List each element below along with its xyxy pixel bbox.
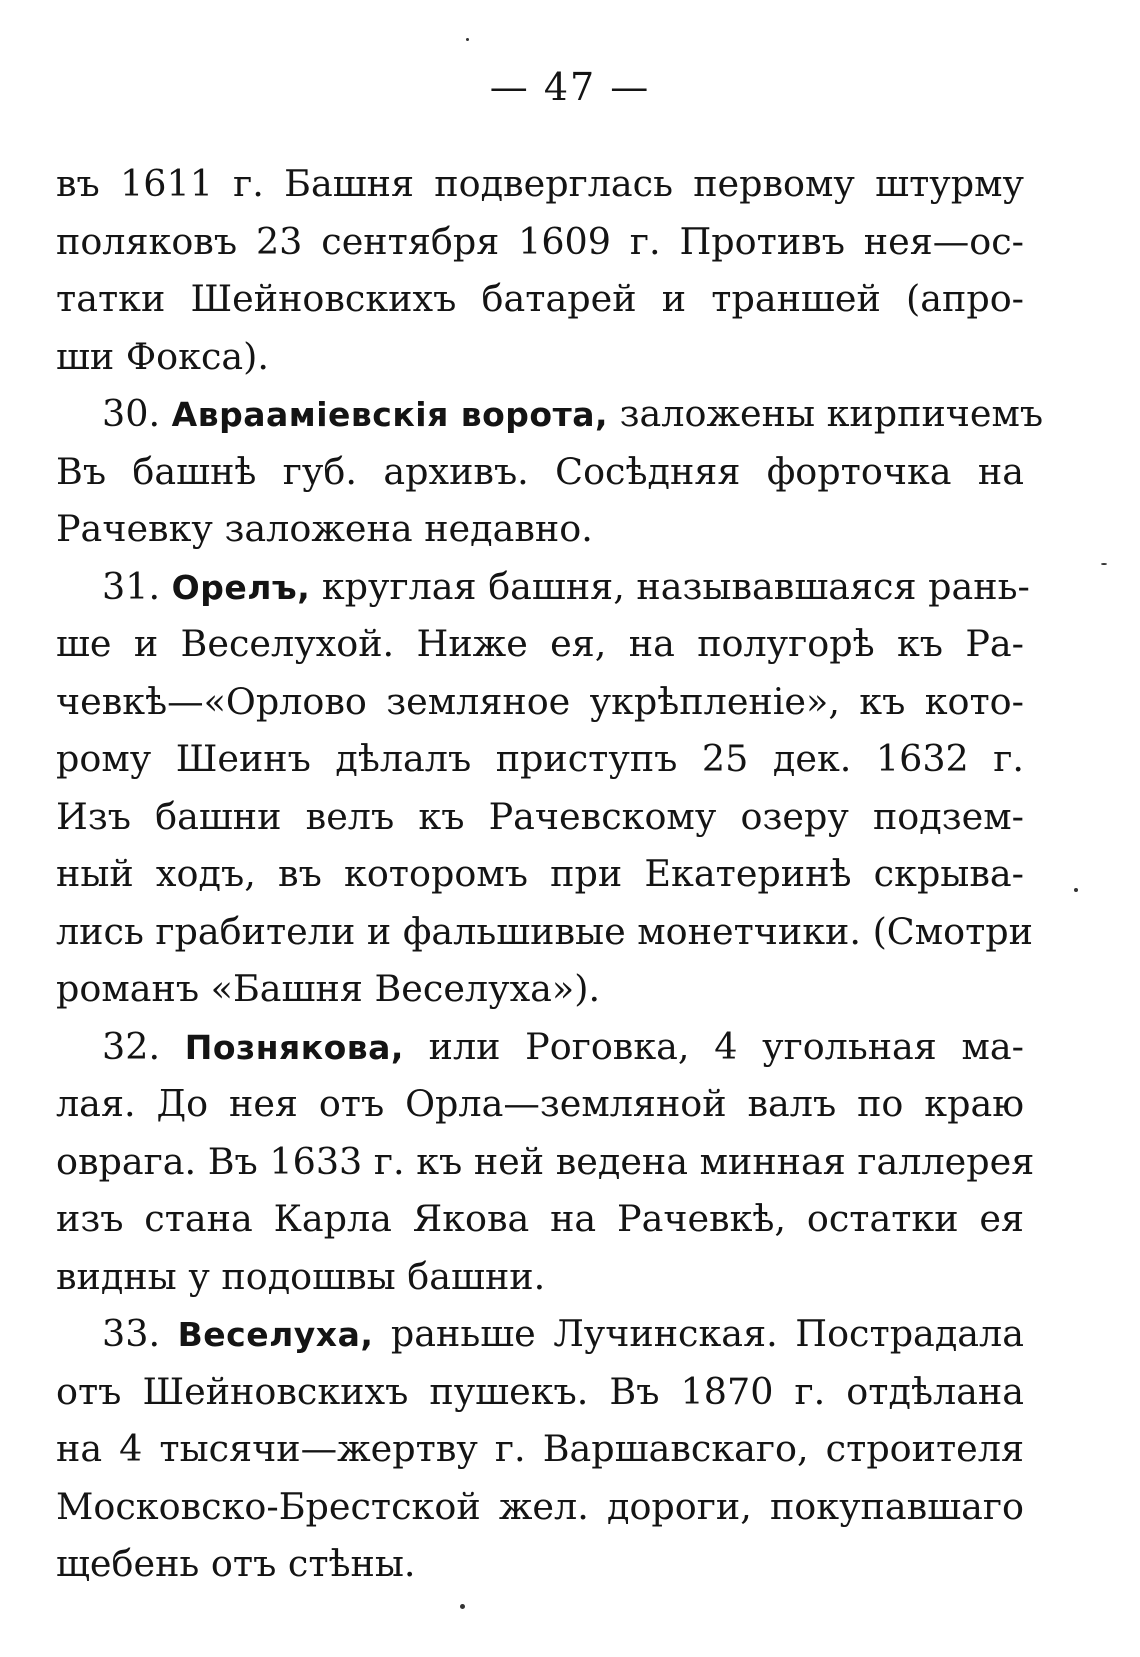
text-line: щебень отъ стѣны. bbox=[56, 1542, 416, 1585]
entry-first-line-text: или Роговка, 4 угольная ма- bbox=[403, 1024, 1024, 1068]
entry-31 bbox=[56, 558, 1033, 1018]
scan-speck bbox=[466, 38, 469, 41]
entry-number: 31. bbox=[102, 564, 161, 608]
text-line: татки Шейновскихъ батарей и траншей (апро- bbox=[56, 277, 1024, 320]
scan-speck bbox=[460, 1604, 465, 1609]
entry-number: 30. bbox=[102, 392, 161, 435]
page-text bbox=[56, 155, 1044, 1593]
entry-first-line-text: раньше Лучинская. Пострадала bbox=[373, 1312, 1025, 1355]
text-line: Рачевку заложена недавно. bbox=[56, 507, 593, 550]
entry-heading: Орелъ, bbox=[171, 567, 311, 607]
entry-heading: Познякова, bbox=[184, 1027, 404, 1067]
entry-first-line bbox=[56, 558, 1030, 616]
text-line: ше и Веселухой. Ниже ея, на полугорѣ къ Ра- bbox=[56, 622, 1024, 665]
text-line: поляковъ 23 сентября 1609 г. Противъ нея—ос- bbox=[56, 219, 1024, 263]
entry-first-line bbox=[56, 385, 1044, 443]
paragraph-continuation bbox=[56, 155, 1024, 385]
text-line: Московско-Брестской жел. дороги, покупавшаго bbox=[56, 1484, 1024, 1528]
entry-number: 32. bbox=[102, 1024, 161, 1068]
text-line: оврага. Въ 1633 г. къ ней ведена минная галлерея bbox=[56, 1139, 1035, 1183]
entry-30 bbox=[56, 385, 1044, 558]
text-line: рому Шеинъ дѣлалъ приступъ 25 дек. 1632 г. bbox=[56, 737, 1024, 780]
entry-first-line bbox=[56, 1018, 1024, 1076]
text-line: лись грабители и фальшивые монетчики. (Смотри bbox=[56, 909, 1033, 953]
entry-first-line-text: круглая башня, называвшаяся рань- bbox=[310, 564, 1030, 608]
page-number: — 47 — bbox=[489, 65, 651, 109]
text-line: ный ходъ, въ которомъ при Екатеринѣ скрыва- bbox=[56, 852, 1024, 895]
scan-speck bbox=[1101, 563, 1107, 565]
text-line: изъ стана Карла Якова на Рачевкѣ, остатки ея bbox=[56, 1197, 1024, 1240]
text-line: чевкѣ—«Орлово земляное укрѣпленiе», къ кото- bbox=[56, 679, 1024, 723]
text-line: въ 1611 г. Башня подверглась первому штурму bbox=[56, 162, 1024, 205]
text-line: ши Фокса). bbox=[56, 334, 269, 378]
entry-33 bbox=[56, 1305, 1024, 1593]
entry-first-line-text: заложены кирпичемъ bbox=[608, 392, 1044, 435]
text-line: лая. До нея отъ Орла—земляной валъ по краю bbox=[56, 1082, 1024, 1125]
entry-heading: Авраамiевскiя ворота, bbox=[171, 395, 609, 434]
scan-speck bbox=[1074, 888, 1078, 892]
text-line: видны у подошвы башни. bbox=[56, 1254, 546, 1298]
text-line: романъ «Башня Веселуха»). bbox=[56, 967, 601, 1010]
entry-heading: Веселуха, bbox=[177, 1315, 374, 1354]
text-line: отъ Шейновскихъ пушекъ. Въ 1870 г. отдѣлана bbox=[56, 1369, 1024, 1413]
text-line: Въ башнѣ губ. архивъ. Сосѣдняя форточка на bbox=[56, 449, 1024, 493]
entry-32 bbox=[56, 1018, 1035, 1306]
text-line: Изъ башни велъ къ Рачевскому озеру подзем- bbox=[56, 794, 1024, 838]
entry-first-line bbox=[56, 1305, 1024, 1363]
text-line: на 4 тысячи—жертву г. Варшавскаго, строителя bbox=[56, 1427, 1024, 1470]
entry-number: 33. bbox=[102, 1312, 161, 1355]
